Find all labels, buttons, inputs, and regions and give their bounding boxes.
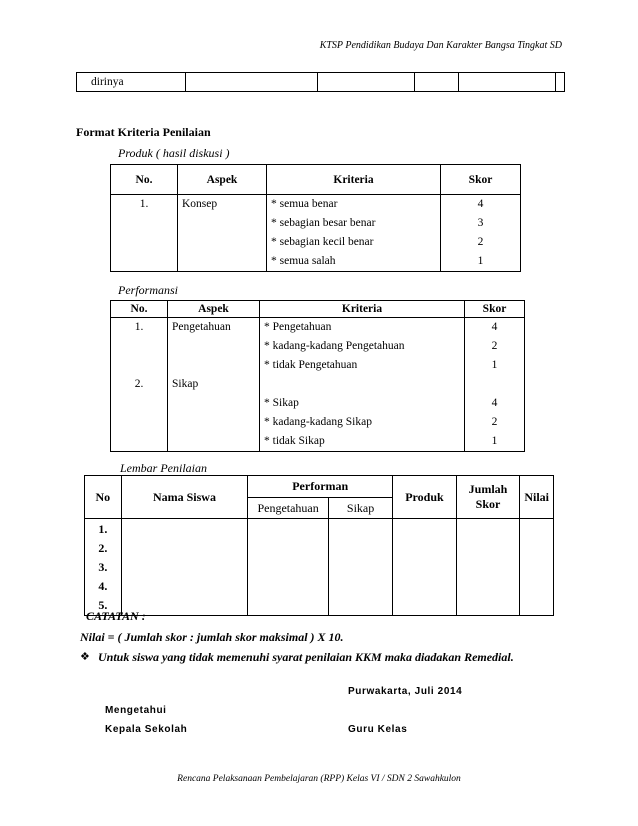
kriteria-line: * sebagian kecil benar — [271, 236, 374, 248]
format-title: Format Kriteria Penilaian — [76, 125, 211, 139]
skor-line: 4 — [491, 321, 498, 333]
perf-no-text: 2. — [134, 378, 144, 390]
mengetahui-label: Mengetahui — [105, 705, 167, 716]
jumlah-line-2: Skor — [475, 497, 501, 511]
perf-aspek-text: Sikap — [172, 378, 199, 390]
perf-skor — [465, 318, 525, 452]
perf-no-text: 1. — [134, 321, 144, 333]
perf-aspek-text: Pengetahuan — [172, 321, 231, 333]
produk-header-aspek: Aspek — [178, 165, 267, 195]
skor-line: 2 — [477, 236, 484, 248]
produk-table — [110, 164, 521, 272]
catatan-remedial: Untuk siswa yang tidak memenuhi syarat penilaian KKM maka diadakan Remedial. — [98, 650, 514, 664]
top-table-cell — [415, 73, 459, 92]
perf-header-skor: Skor — [465, 301, 525, 318]
lembar-header-jumlah — [456, 476, 520, 519]
produk-skor — [441, 195, 521, 272]
skor-line: 2 — [491, 416, 498, 428]
lembar-cell — [456, 519, 520, 616]
row-number: 3. — [98, 560, 108, 574]
place-date: Purwakarta, Juli 2014 — [348, 686, 463, 697]
lembar-header-pengetahuan: Pengetahuan — [248, 498, 329, 519]
top-table-cell — [185, 73, 317, 92]
table-row — [85, 519, 554, 616]
skor-line: 4 — [477, 198, 484, 210]
top-table-cell — [317, 73, 414, 92]
lembar-cell — [328, 519, 392, 616]
lembar-header-performan: Performan — [248, 476, 393, 498]
lembar-header-no: No — [85, 476, 122, 519]
kriteria-line: * kadang-kadang Pengetahuan — [264, 340, 405, 352]
kriteria-line: * tidak Pengetahuan — [264, 359, 358, 371]
skor-line: 1 — [491, 435, 498, 447]
kriteria-line: * kadang-kadang Sikap — [264, 416, 372, 428]
skor-line: 3 — [477, 217, 484, 229]
perf-header-no: No. — [111, 301, 168, 318]
produk-header-skor: Skor — [441, 165, 521, 195]
produk-no — [111, 195, 178, 272]
lembar-cell — [393, 519, 457, 616]
performansi-table — [110, 300, 525, 452]
catatan-formula: Nilai = ( Jumlah skor : jumlah skor maksimal ) X 10. — [80, 630, 344, 644]
perf-header-kriteria: Kriteria — [260, 301, 465, 318]
skor-line: 2 — [491, 340, 498, 352]
lembar-header-sikap: Sikap — [328, 498, 392, 519]
top-table-cell — [458, 73, 555, 92]
kriteria-line: * sebagian besar benar — [271, 217, 376, 229]
lembar-cell — [248, 519, 329, 616]
lembar-header-nama: Nama Siswa — [121, 476, 248, 519]
row-number: 4. — [98, 579, 108, 593]
produk-heading: Produk ( hasil diskusi ) — [118, 146, 230, 160]
top-table-cell — [556, 73, 565, 92]
row-number: 2. — [98, 541, 108, 555]
skor-line: 1 — [477, 255, 484, 267]
top-table-cell: dirinya — [77, 73, 186, 92]
diamond-bullet-icon: ❖ — [80, 650, 90, 663]
produk-aspek-text: Konsep — [182, 198, 218, 210]
row-number: 5. — [98, 598, 108, 612]
lembar-heading: Lembar Penilaian — [120, 461, 207, 475]
jumlah-line-1: Jumlah — [468, 482, 508, 496]
produk-header-no: No. — [111, 165, 178, 195]
kriteria-line: * tidak Sikap — [264, 435, 325, 447]
produk-aspek — [178, 195, 267, 272]
page-footer: Rencana Pelaksanaan Pembelajaran (RPP) Kelas VI / SDN 2 Sawahkulon — [177, 774, 461, 784]
lembar-cell — [520, 519, 554, 616]
perf-kriteria — [260, 318, 465, 452]
kepala-sekolah-label: Kepala Sekolah — [105, 724, 188, 735]
page-header: KTSP Pendidikan Budaya Dan Karakter Bangsa Tingkat SD — [319, 40, 562, 51]
skor-line: 4 — [491, 397, 498, 409]
top-table — [76, 72, 565, 92]
skor-line: 1 — [491, 359, 498, 371]
row-number: 1. — [98, 522, 108, 536]
catatan-label: CATATAN : — [86, 609, 146, 623]
lembar-header-produk: Produk — [393, 476, 457, 519]
lembar-no-col — [85, 519, 122, 616]
guru-kelas-label: Guru Kelas — [348, 724, 408, 735]
lembar-cell — [121, 519, 248, 616]
kriteria-line: * Sikap — [264, 397, 299, 409]
table-row — [111, 195, 521, 272]
kriteria-line: * semua benar — [271, 198, 338, 210]
perf-aspek — [168, 318, 260, 452]
produk-header-kriteria: Kriteria — [267, 165, 441, 195]
perf-header-aspek: Aspek — [168, 301, 260, 318]
table-row — [111, 318, 525, 452]
kriteria-line: * Pengetahuan — [264, 321, 332, 333]
produk-no-text: 1. — [139, 198, 149, 210]
perf-no — [111, 318, 168, 452]
lembar-table — [84, 475, 554, 616]
kriteria-line: * semua salah — [271, 255, 336, 267]
produk-kriteria — [267, 195, 441, 272]
lembar-header-nilai: Nilai — [520, 476, 554, 519]
performansi-heading: Performansi — [118, 283, 178, 297]
